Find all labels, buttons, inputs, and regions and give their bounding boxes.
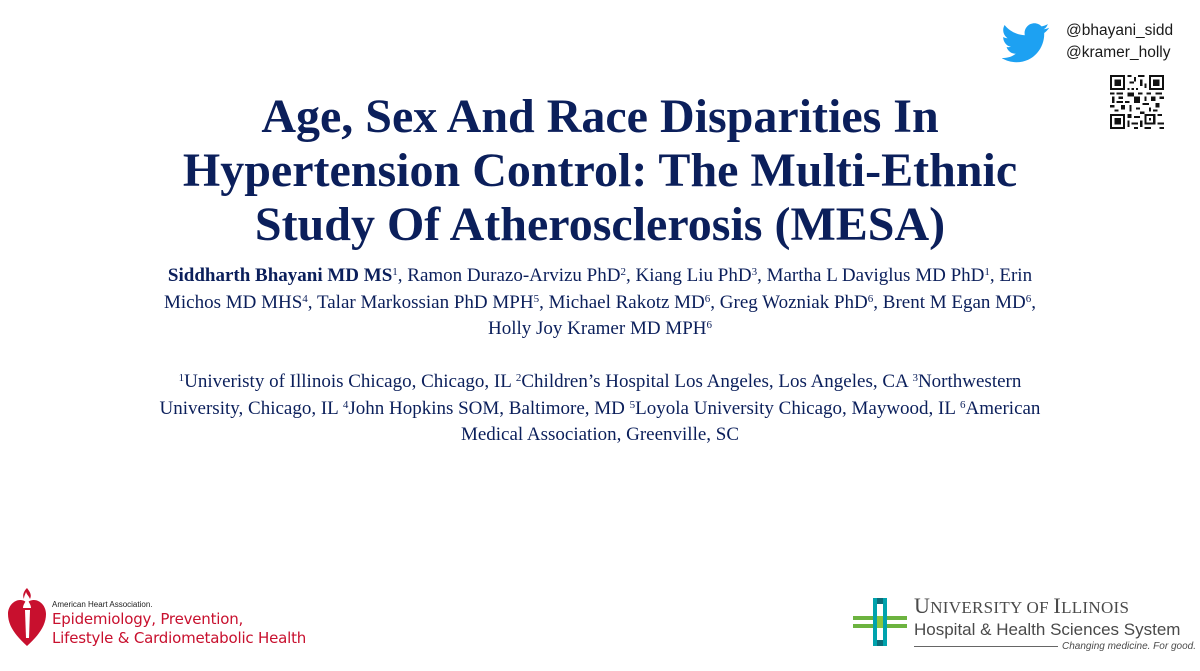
twitter-icon <box>1002 22 1050 64</box>
author-name: Talar Markossian PhD MPH <box>316 291 534 313</box>
author-name: Siddharth Bhayani MD MS <box>167 265 393 286</box>
affiliation-number: 2 <box>515 372 522 384</box>
author-affiliation-number: 6 <box>706 319 712 331</box>
ui-health-logo <box>914 594 1196 652</box>
aha-council-line-2: Lifestyle & Cardiometabolic Health <box>52 629 307 647</box>
qr-code-icon[interactable] <box>1110 75 1164 129</box>
affiliation-number: 6 <box>960 398 966 411</box>
author-separator: , <box>757 265 767 286</box>
poster-title <box>90 90 1110 252</box>
author-separator: , <box>989 265 1000 286</box>
title-line-3: Study Of Atherosclerosis (MESA) <box>254 198 946 251</box>
author-line-1 <box>60 263 1140 290</box>
affiliation-text: Medical Association, Greenville, SC <box>460 424 740 445</box>
ui-name-initial: I <box>1053 593 1062 618</box>
affiliation-text: Loyola University Chicago, Maywood, IL <box>635 397 961 419</box>
author-line-3 <box>60 316 1140 343</box>
affiliation-number: 5 <box>629 398 636 411</box>
aha-council-logo <box>52 600 312 648</box>
twitter-handle-1[interactable]: @bhayani_sidd <box>1066 22 1174 39</box>
author-affiliation-number: 6 <box>1025 292 1032 305</box>
affiliation-text: Children’s Hospital Los Angeles, Los Angeles, CA <box>521 371 913 392</box>
twitter-handle-2[interactable]: @kramer_holly <box>1066 44 1171 61</box>
author-affiliation-number: 5 <box>533 292 540 305</box>
author-affiliation-number: 4 <box>302 292 308 305</box>
author-affiliation-number: 6 <box>704 292 711 305</box>
author-separator: , <box>397 265 408 286</box>
affiliation-line-1 <box>60 369 1140 396</box>
ui-health-tagline: Changing medicine. For good. <box>1062 641 1196 652</box>
author-name: Greg Wozniak PhD <box>719 291 868 313</box>
author-name: Martha L Daviglus MD PhD <box>766 265 985 286</box>
author-separator: , <box>1031 291 1037 313</box>
ui-name-rest: LLINOIS <box>1061 598 1130 617</box>
author-name: Brent M Egan MD <box>882 291 1026 313</box>
author-separator: , <box>307 291 317 313</box>
heart-torch-icon <box>6 586 48 648</box>
ui-health-tagline-row <box>914 641 1196 652</box>
author-separator: , <box>539 291 549 313</box>
author-list <box>60 263 1140 343</box>
author-name: Holly Joy Kramer MD MPH <box>488 318 707 339</box>
title-line-1: Age, Sex And Race Disparities In <box>261 90 939 143</box>
affiliation-text: John Hopkins SOM, Baltimore, MD <box>348 397 630 419</box>
ui-name-rest: NIVERSITY OF <box>930 598 1054 617</box>
title-line-2: Hypertension Control: The Multi-Ethnic <box>182 144 1018 197</box>
author-name: Kiang Liu PhD <box>635 265 752 286</box>
affiliation-list <box>60 369 1140 449</box>
author-separator: , <box>710 291 720 313</box>
ui-health-subtitle: Hospital & Health Sciences System <box>914 620 1181 639</box>
affiliation-number: 3 <box>912 372 918 384</box>
author-affiliation-number: 6 <box>867 292 874 305</box>
author-name: Erin <box>999 265 1033 286</box>
author-name: Ramon Durazo-Arvizu PhD <box>407 265 621 286</box>
author-affiliation-number: 1 <box>392 266 398 278</box>
ui-name-initial: U <box>914 593 931 618</box>
author-affiliation-number: 2 <box>620 266 626 278</box>
affiliation-text: American <box>965 397 1041 419</box>
affiliation-text: Univeristy of Illinois Chicago, Chicago, IL <box>184 371 516 392</box>
ui-health-name <box>914 594 1196 620</box>
affiliation-text: Northwestern <box>917 371 1022 392</box>
affiliation-number: 4 <box>342 398 349 411</box>
university-cross-icon <box>853 598 907 646</box>
affiliation-number: 1 <box>178 372 185 384</box>
divider <box>914 646 1058 647</box>
author-name: Michael Rakotz MD <box>548 291 705 313</box>
author-line-2 <box>60 290 1140 317</box>
affiliation-line-2 <box>60 396 1140 423</box>
twitter-handles <box>1066 20 1196 64</box>
author-name: Michos MD MHS <box>163 291 303 313</box>
affiliation-text: University, Chicago, IL <box>159 397 343 419</box>
affiliation-line-3 <box>60 422 1140 449</box>
author-affiliation-number: 1 <box>984 266 990 278</box>
author-affiliation-number: 3 <box>751 266 758 278</box>
aha-council-line-1: Epidemiology, Prevention, <box>52 610 244 628</box>
author-separator: , <box>873 291 883 313</box>
author-separator: , <box>625 265 636 286</box>
aha-org-name: American Heart Association. <box>52 600 153 609</box>
